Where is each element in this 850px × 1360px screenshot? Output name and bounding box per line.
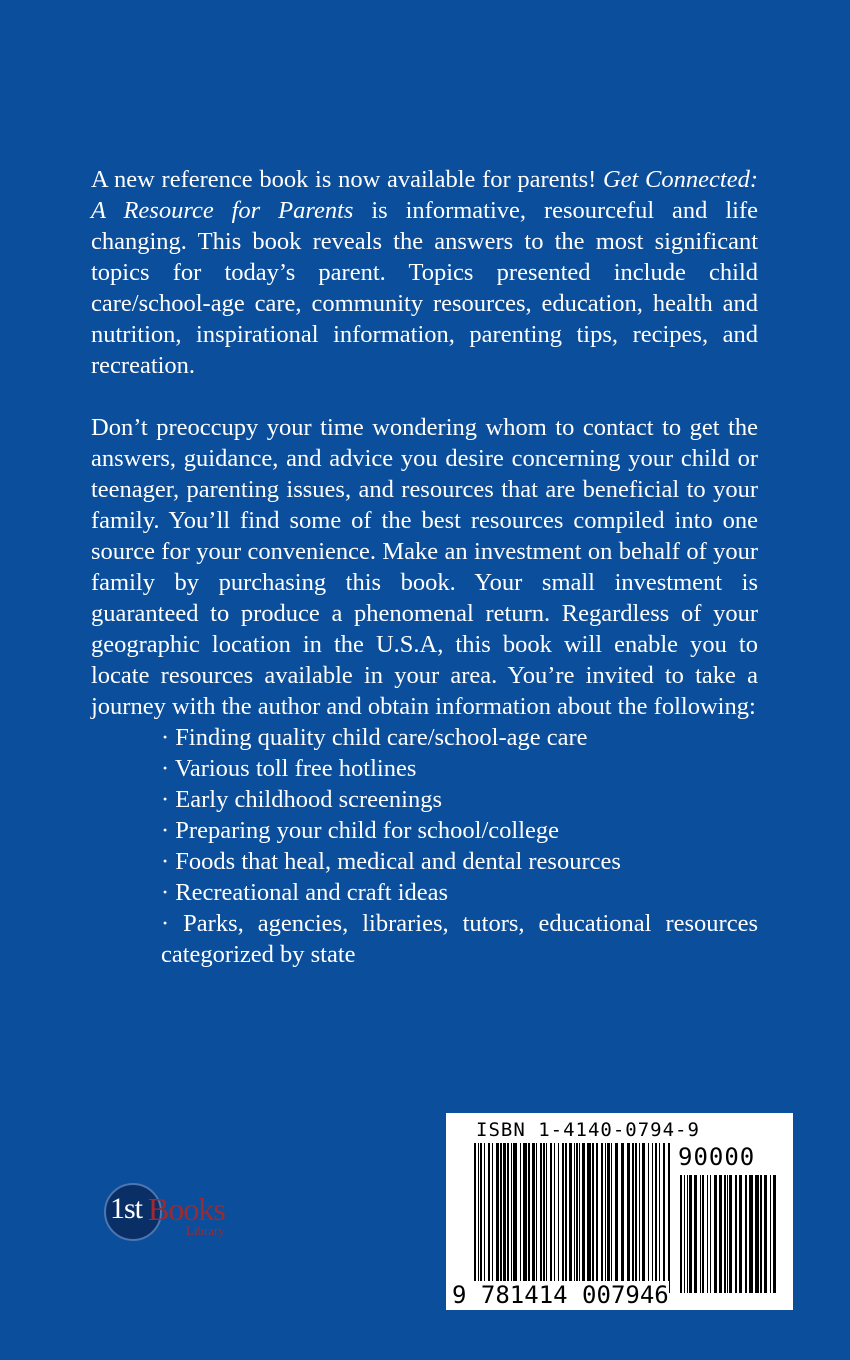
barcode-bar: [562, 1143, 564, 1293]
barcode-bar: [700, 1175, 701, 1293]
barcode-bar: [523, 1143, 527, 1293]
logo-name: Books: [148, 1191, 225, 1227]
barcode-bar: [474, 1143, 476, 1293]
price-code: 90000: [678, 1143, 756, 1171]
barcode-bar: [528, 1143, 530, 1293]
barcode-bar: [576, 1143, 578, 1293]
barcode-bar: [635, 1143, 637, 1293]
barcode-bar: [592, 1143, 594, 1293]
topic-item: · Finding quality child care/school-age care: [161, 724, 588, 751]
barcode-bar: [511, 1143, 512, 1293]
barcode-bar: [480, 1143, 482, 1293]
barcode-bar: [770, 1175, 771, 1293]
barcode-bar: [749, 1175, 753, 1293]
topic-item: · Various toll free hotlines: [161, 755, 417, 782]
barcode-bar: [707, 1175, 708, 1293]
barcode-bar: [689, 1175, 692, 1293]
barcode-bar: [478, 1143, 479, 1293]
barcode-bar: [639, 1143, 640, 1293]
barcode-bar: [663, 1143, 665, 1293]
barcode-bar: [554, 1143, 555, 1293]
barcode-bar: [680, 1175, 682, 1293]
publisher-logo: [104, 1183, 274, 1253]
barcode-bar: [642, 1143, 645, 1293]
barcode-bar: [507, 1143, 509, 1293]
logo-prefix: 1st: [110, 1192, 143, 1225]
barcode-bar: [582, 1143, 585, 1293]
barcode-bar: [621, 1143, 624, 1293]
barcode-bar: [484, 1143, 485, 1293]
book-title: Get Connected: A Resource for Parents: [91, 166, 758, 224]
topic-item: · Early childhood screenings: [161, 786, 442, 813]
barcode-bar: [569, 1143, 572, 1293]
blurb-paragraph-1: [91, 164, 758, 381]
topic-item: · Foods that heal, medical and dental resources: [161, 848, 621, 875]
logo-sub: Library: [186, 1223, 225, 1238]
barcode-bar: [729, 1175, 732, 1293]
topic-item: · Recreational and craft ideas: [161, 879, 449, 906]
barcode-bar: [565, 1143, 567, 1293]
barcode-bar: [694, 1175, 697, 1293]
barcode-bar: [605, 1143, 606, 1293]
barcode-bar: [546, 1143, 547, 1293]
barcode-bar: [513, 1143, 517, 1293]
barcode-bar: [558, 1143, 559, 1293]
barcode-bar: [607, 1143, 610, 1293]
barcode-bar: [687, 1175, 688, 1293]
barcode-bar: [710, 1175, 711, 1293]
blurb: [91, 164, 758, 970]
barcode-bar: [543, 1143, 545, 1293]
blurb-p1-rest: is informative, resourceful and life changing. This book reveals the answers to the most significant topics for today’s parent. Topics presented include child care/school-age care, community resources, education, health and nutrition, inspirational information, parenting tips, recipes, and recreation.: [91, 197, 758, 379]
barcode-bar: [500, 1143, 502, 1293]
barcode-bar: [550, 1143, 552, 1293]
barcode-bar: [540, 1143, 542, 1293]
isbn-number: ISBN 1-4140-0794-9: [476, 1119, 700, 1141]
ean-barcode-bars: [474, 1143, 674, 1293]
barcode-bar: [727, 1175, 728, 1293]
barcode-bar: [503, 1143, 506, 1293]
blurb-paragraph-2: Don’t preoccupy your time wondering whom to contact to get the answers, guidance, and advice you desire concerning your child or teenager, parenting issues, and resources that are beneficial to your family. You’ll find some of the best resources compiled into one source for your convenience. Make an investment on behalf of your family by purchasing this book. Your small investment is guaranteed to produce a phenomenal return. Regardless of your geographic location in the U.S.A, this book will enable you to locate resources available in your area. You’re invited to take a journey with the author and obtain information about the following:: [91, 414, 758, 720]
ean-number: 9 781414 007946: [452, 1281, 669, 1309]
barcode-bar: [496, 1143, 499, 1293]
barcode-bar: [659, 1143, 660, 1293]
barcode-bar: [532, 1143, 535, 1293]
price-barcode-bars: [680, 1175, 780, 1293]
barcode-bar: [611, 1143, 612, 1293]
barcode-bar: [714, 1175, 717, 1293]
barcode-bar: [655, 1143, 657, 1293]
barcode-bar: [668, 1143, 670, 1293]
barcode-bar: [601, 1143, 603, 1293]
barcode-bar: [587, 1143, 591, 1293]
barcode-bar: [764, 1175, 767, 1293]
barcode-bar: [773, 1175, 776, 1293]
barcode-bar: [702, 1175, 704, 1293]
barcode-bar: [745, 1175, 747, 1293]
barcode-bar: [632, 1143, 634, 1293]
barcode-bar: [574, 1143, 575, 1293]
barcode-bar: [627, 1143, 630, 1293]
barcode-bar: [492, 1143, 493, 1293]
barcode-bar: [615, 1143, 618, 1293]
barcode-bar: [739, 1175, 742, 1293]
barcode-bar: [684, 1175, 685, 1293]
barcode-bar: [488, 1143, 490, 1293]
topic-item: · Parks, agencies, libraries, tutors, educational resources categorized by state: [161, 910, 758, 968]
barcode-bar: [760, 1175, 762, 1293]
barcode-bar: [648, 1143, 649, 1293]
topic-list: [161, 722, 758, 970]
barcode-bar: [724, 1175, 726, 1293]
barcode-bar: [719, 1175, 722, 1293]
blurb-lead: A new reference book is now available for parents!: [91, 166, 603, 193]
barcode-bar: [536, 1143, 537, 1293]
barcode-bar: [596, 1143, 598, 1293]
barcode-bar: [755, 1175, 759, 1293]
barcode-bar: [579, 1143, 580, 1293]
barcode-bar: [735, 1175, 737, 1293]
barcode-bar: [652, 1143, 653, 1293]
barcode-bar: [520, 1143, 521, 1293]
topic-item: · Preparing your child for school/college: [161, 817, 560, 844]
isbn-barcode: [446, 1113, 793, 1310]
